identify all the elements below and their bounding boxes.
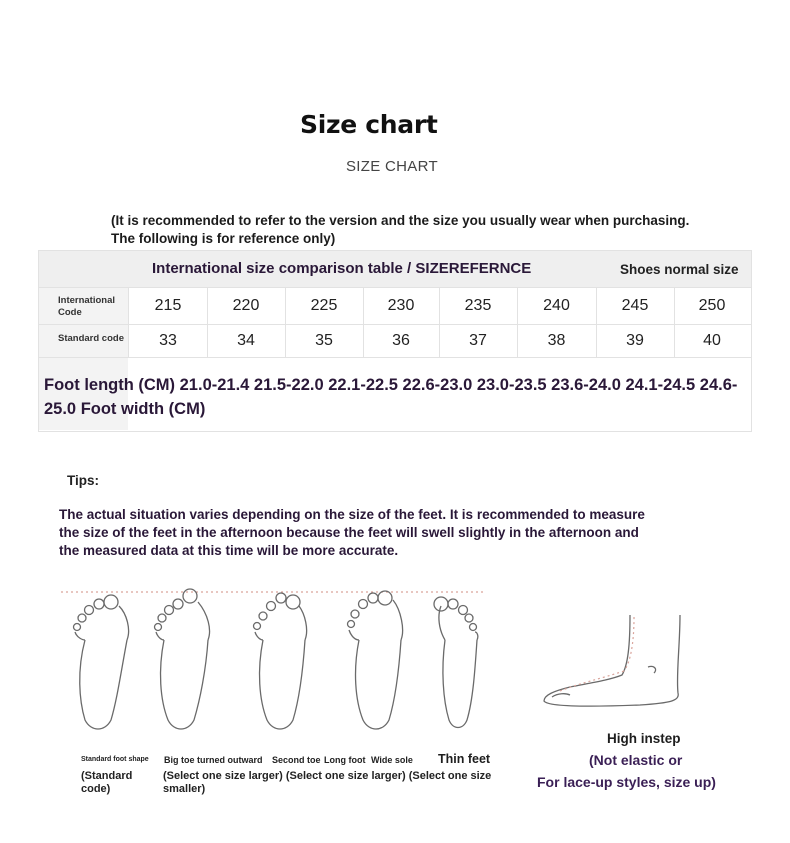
caption-size-advice: (Select one size larger) (Select one size larger) (Select one size smaller) [163, 770, 492, 795]
page-subtitle: SIZE CHART [346, 158, 438, 175]
table-cell: 220 [207, 288, 286, 324]
foot-long-icon [348, 591, 403, 729]
table-cell: 235 [439, 288, 518, 324]
table-row-standard [39, 325, 751, 358]
tips-body: The actual situation varies depending on the size of the feet. It is recommended to measure the size of the feet in the afternoon because the feet will swell slightly in the afternoon and the measured data at this time will be more accurate. [59, 507, 645, 558]
table-cell: 39 [596, 325, 675, 357]
table-heading-right: Shoes normal size [620, 262, 739, 277]
caption-big-toe: Big toe turned outward [164, 755, 263, 765]
caption-second-toe: Second toe [272, 755, 321, 765]
foot-standard-icon [74, 595, 129, 729]
caption-standard-code: (Standard code) [81, 770, 133, 795]
instep-note-line1: (Not elastic or [589, 752, 683, 768]
foot-shapes-illustration [55, 580, 495, 740]
reference-note: (It is recommended to refer to the version and the size you usually wear when purchasing. The following is for reference only) [111, 213, 690, 246]
table-cell: 38 [517, 325, 597, 357]
caption-thin-feet: Thin feet [438, 752, 491, 766]
table-cell: 36 [363, 325, 440, 357]
table-cell: 245 [596, 288, 675, 324]
foot-length-text: Foot length (CM) 21.0-21.4 21.5-22.0 22.1-22.5 22.6-23.0 23.0-23.5 23.6-24.0 24.1-24.5 24.6-25.0 Foot width (CM) [44, 376, 738, 418]
foot-bunion-icon [155, 589, 210, 729]
row-label: International Code [58, 295, 116, 318]
high-instep-icon [530, 605, 700, 715]
row-label: Standard code [58, 333, 124, 344]
foot-second-toe-icon [254, 593, 307, 729]
table-cell: 250 [698, 297, 726, 314]
foot-thin-icon [434, 597, 478, 728]
instep-title: High instep [607, 731, 681, 746]
caption-long-foot: Long foot [324, 755, 366, 765]
table-row-foot-length [39, 358, 751, 430]
caption-wide-sole: Wide sole [371, 755, 413, 765]
caption-standard-foot: Standard foot shape [81, 756, 149, 763]
table-cell: 40 [703, 332, 721, 349]
table-cell: 225 [285, 288, 364, 324]
tips-label: Tips: [67, 473, 100, 488]
table-cell: 240 [517, 288, 597, 324]
row-label-cell [39, 325, 129, 357]
table-cell: 34 [207, 325, 286, 357]
table-heading: International size comparison table / SIZEREFERNCE [152, 260, 532, 277]
table-header [39, 251, 751, 288]
table-cell: 37 [439, 325, 518, 357]
table-row-international [39, 288, 751, 325]
table-cell: 230 [363, 288, 440, 324]
row-label-cell [39, 288, 129, 324]
page-title: Size chart [300, 110, 438, 139]
table-cell: 35 [285, 325, 364, 357]
table-cell: 33 [129, 325, 208, 357]
instep-note-line2: For lace-up styles, size up) [537, 774, 716, 790]
size-table [38, 250, 752, 432]
table-cell: 215 [129, 288, 208, 324]
